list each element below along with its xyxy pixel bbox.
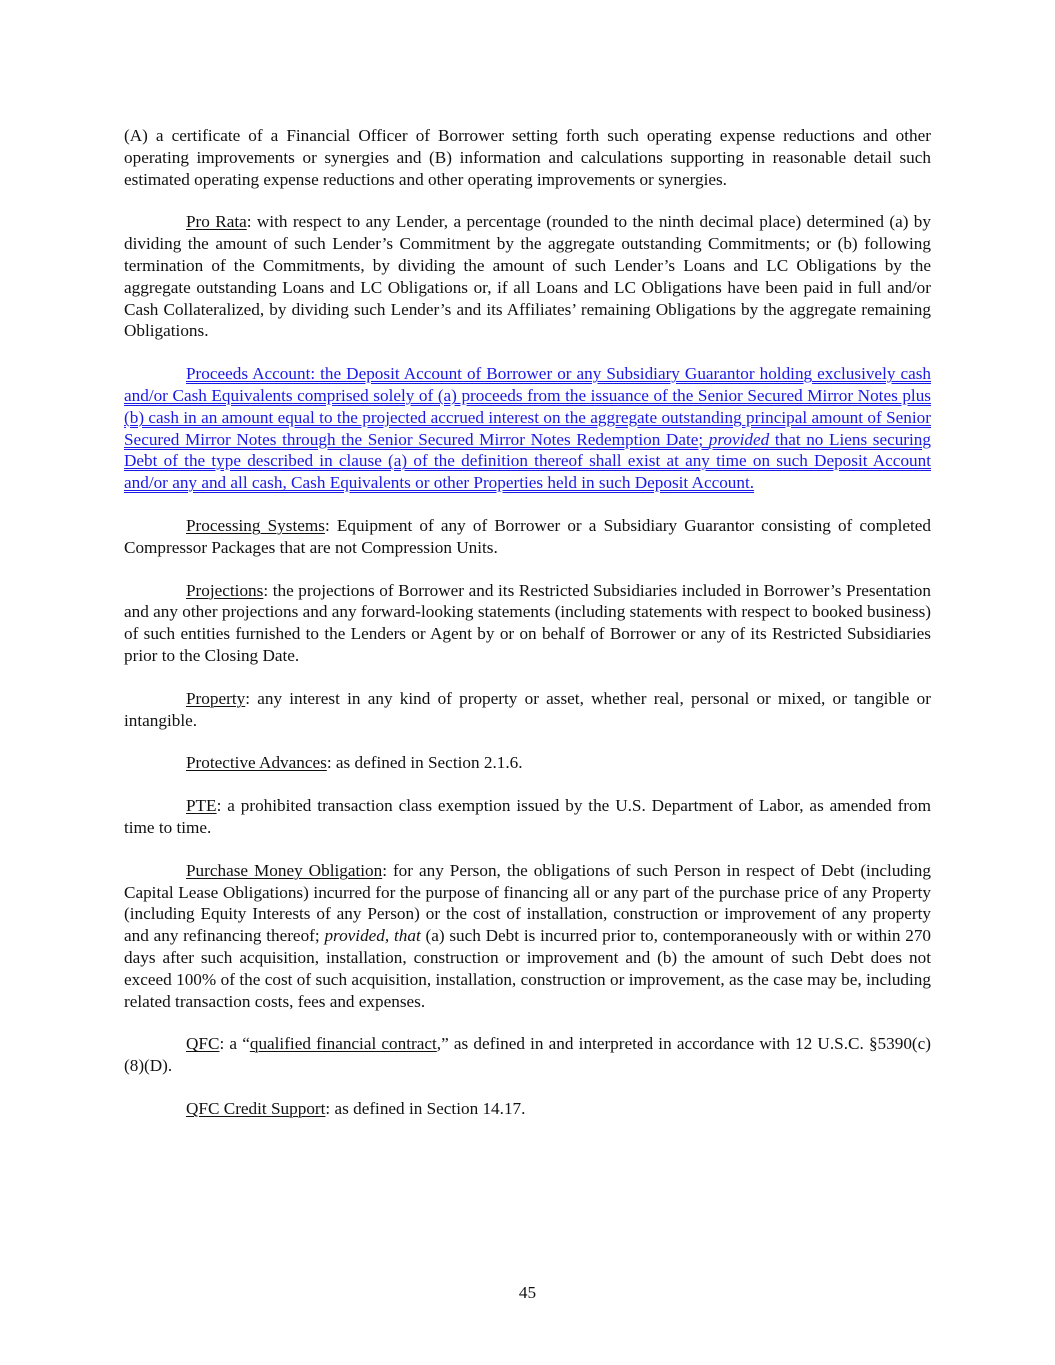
definition-text-pte: : a prohibited transaction class exemption issued by the U.S. Department of Labor, as amended from time to time. xyxy=(124,796,931,837)
definition-qfc-credit-support xyxy=(124,1098,931,1120)
page-number: 45 xyxy=(518,1283,537,1302)
defined-term-pro-rata: Pro Rata xyxy=(186,212,247,232)
definition-processing-systems xyxy=(124,515,931,559)
definition-qfc xyxy=(124,1033,931,1077)
defined-term-protective-advances: Protective Advances xyxy=(186,753,327,773)
purchase-money-text-part1: : for any Person, the obligations of such Person in respect of Debt (including Capital Lease Obligations) incurred for the purpose of financing all or any part of the purchase price of any Property (including Equity Interests of any Person) or the cost of installation, construction or improvement of any property and any refinancing thereof; xyxy=(124,860,931,946)
proceeds-account-text-part2: that no Liens securing Debt of the type described in clause (a) of the definition thereof shall exist at any time on such Deposit Account and/or any and all cash, Cash Equivalents or other Properties held in such Deposit Account. xyxy=(124,429,931,493)
definition-protective-advances xyxy=(124,752,931,774)
definition-text-property: : any interest in any kind of property or asset, whether real, personal or mixed, or tangible or intangible. xyxy=(124,688,931,730)
definition-text-protective-advances: : as defined in Section 2.1.6. xyxy=(326,753,523,773)
definition-text-pro-rata: : with respect to any Lender, a percentage (rounded to the ninth decimal place) determined (a) by dividing the amount of such Lender’s Commitment by the aggregate outstanding Commitments; or (b) following termination of the Commitments, by dividing the amount of such Lender’s Loans and LC Obligations by the aggregate outstanding Loans and LC Obligations or, if all Loans and LC Obligations have been paid in full and/or Cash Collateralized, by dividing such Lender’s and its Affiliates’ remaining Obligations by the aggregate remaining Obligations. xyxy=(124,212,931,341)
defined-term-projections: Projections xyxy=(186,580,264,600)
purchase-money-provided: provided xyxy=(324,926,385,946)
definition-purchase-money-obligation xyxy=(124,860,931,1013)
defined-term-processing-systems: Processing Systems xyxy=(186,515,325,535)
continuation-paragraph xyxy=(124,125,931,190)
definition-proceeds-account-inserted xyxy=(124,363,931,494)
defined-term-property: Property xyxy=(186,688,246,708)
defined-term-qfc-credit-support: QFC Credit Support xyxy=(186,1098,326,1118)
definition-pro-rata xyxy=(124,211,931,342)
document-body xyxy=(124,125,931,1141)
qfc-text-pre: : a “ xyxy=(219,1034,250,1054)
purchase-money-text-part2: (a) such Debt is incurred prior to, contemporaneously with or within 270 days after such acquisition, installation, construction or improvement and (b) the amount of such Debt does not exceed 100% of the cost of such acquisition, installation, construction or improvement, as the case may be, including related transaction costs, fees and expenses. xyxy=(124,926,932,1011)
purchase-money-that: that xyxy=(393,926,421,946)
proceeds-account-provided: provided xyxy=(708,429,770,449)
definition-pte xyxy=(124,795,931,839)
definition-projections xyxy=(124,580,931,667)
continuation-text: (A) a certificate of a Financial Officer of Borrower setting forth such operating expense reductions and other operating improvements or synergies and (B) information and calculations supporting in reasonable detail such estimated operating expense reductions and other operating improvements or synergies. xyxy=(124,126,931,189)
proceeds-account-text-part1: Proceeds Account: the Deposit Account of Borrower or any Subsidiary Guarantor holding exclusively cash and/or Cash Equivalents comprised solely of (a) proceeds from the issuance of the Senior Secured Mirror Notes plus (b) cash in an amount equal to the projected accrued interest on the aggregate outstanding principal amount of Senior Secured Mirror Notes through the Senior Secured Mirror Notes Redemption Date; xyxy=(124,364,931,449)
defined-term-pte: PTE xyxy=(186,796,217,816)
defined-term-qfc: QFC xyxy=(186,1034,220,1054)
purchase-money-comma: , xyxy=(384,926,394,946)
definition-property xyxy=(124,688,931,732)
definition-text-projections: : the projections of Borrower and its Restricted Subsidiaries included in Borrower’s Presentation and any other projections and any forward-looking statements (including statements with respect to booked business) of such entities furnished to the Lenders or Agent by or on behalf of Borrower or any of its Restricted Subsidiaries prior to the Closing Date. xyxy=(124,580,931,665)
definition-text-processing-systems: : Equipment of any of Borrower or a Subsidiary Guarantor consisting of completed Compressor Packages that are not Compression Units. xyxy=(124,515,931,557)
defined-term-purchase-money-obligation: Purchase Money Obligation xyxy=(186,860,383,880)
qfc-quoted-term: qualified financial contract xyxy=(249,1034,437,1054)
definition-text-qfc-credit-support: : as defined in Section 14.17. xyxy=(325,1098,526,1118)
qfc-text-post: ,” as defined in and interpreted in accordance with 12 U.S.C. §5390(c)(8)(D). xyxy=(124,1034,931,1076)
